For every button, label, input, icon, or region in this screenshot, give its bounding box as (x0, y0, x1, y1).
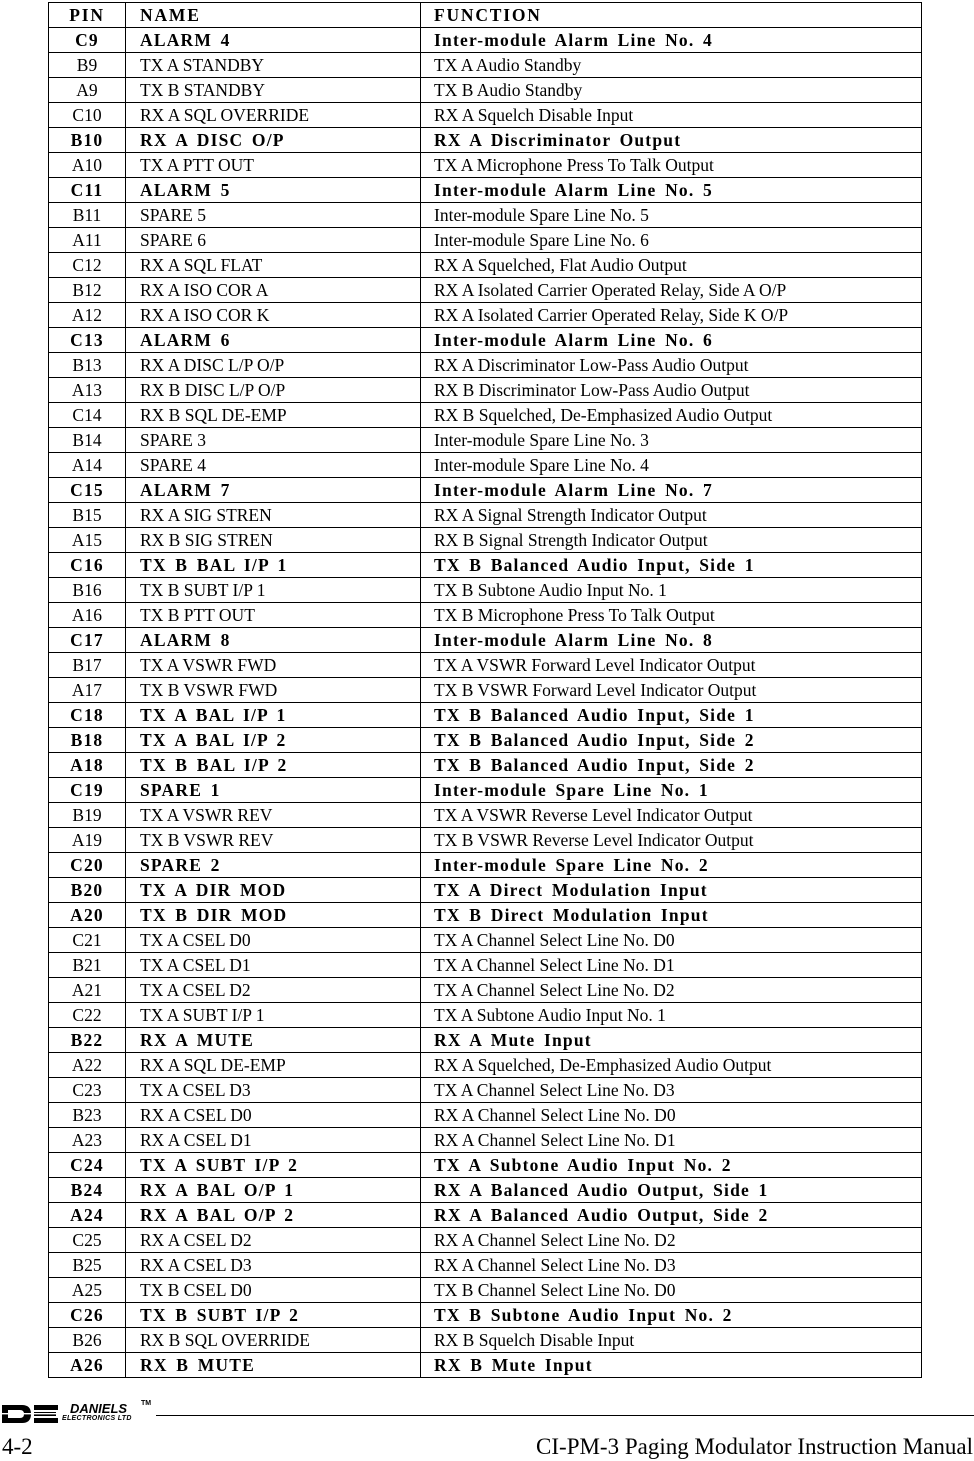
function-cell: TX B Channel Select Line No. D0 (421, 1278, 922, 1303)
table-row (49, 878, 922, 903)
name-cell: RX B DISC L/P O/P (126, 378, 421, 403)
name-cell: TX B SUBT I/P 1 (126, 578, 421, 603)
pin-cell: C19 (49, 778, 126, 803)
name-cell: RX A SQL OVERRIDE (126, 103, 421, 128)
table-row (49, 703, 922, 728)
table-row (49, 778, 922, 803)
name-cell: TX A PTT OUT (126, 153, 421, 178)
function-cell: RX B Discriminator Low-Pass Audio Output (421, 378, 922, 403)
pin-cell: C22 (49, 1003, 126, 1028)
table-row (49, 428, 922, 453)
table-row (49, 928, 922, 953)
table-row (49, 1228, 922, 1253)
function-cell: Inter-module Alarm Line No. 6 (421, 328, 922, 353)
function-cell: TX A Channel Select Line No. D3 (421, 1078, 922, 1103)
table-row (49, 1253, 922, 1278)
function-cell: RX A Channel Select Line No. D0 (421, 1103, 922, 1128)
pin-cell: C11 (49, 178, 126, 203)
table-row (49, 1328, 922, 1353)
pin-cell: C17 (49, 628, 126, 653)
pin-cell: A10 (49, 153, 126, 178)
table-row (49, 303, 922, 328)
name-cell: RX B SQL OVERRIDE (126, 1328, 421, 1353)
pin-cell: B22 (49, 1028, 126, 1053)
table-row (49, 553, 922, 578)
name-cell: TX A CSEL D1 (126, 953, 421, 978)
name-cell: RX A DISC L/P O/P (126, 353, 421, 378)
pin-cell: B21 (49, 953, 126, 978)
header-name: NAME (126, 3, 421, 28)
function-cell: TX A VSWR Reverse Level Indicator Output (421, 803, 922, 828)
name-cell: TX B CSEL D0 (126, 1278, 421, 1303)
page-number: 4-2 (2, 1434, 33, 1459)
pin-cell: C26 (49, 1303, 126, 1328)
function-cell: TX B Audio Standby (421, 78, 922, 103)
function-cell: RX A Channel Select Line No. D2 (421, 1228, 922, 1253)
function-cell: TX A Audio Standby (421, 53, 922, 78)
table-row (49, 478, 922, 503)
pin-cell: B18 (49, 728, 126, 753)
pin-cell: C18 (49, 703, 126, 728)
pin-cell: C20 (49, 853, 126, 878)
table-row (49, 528, 922, 553)
pin-cell: B14 (49, 428, 126, 453)
table-row (49, 503, 922, 528)
name-cell: TX A BAL I/P 1 (126, 703, 421, 728)
trademark-symbol: TM (141, 1400, 152, 1407)
function-cell: RX B Mute Input (421, 1353, 922, 1378)
name-cell: SPARE 5 (126, 203, 421, 228)
pin-cell: C23 (49, 1078, 126, 1103)
name-cell: TX A SUBT I/P 2 (126, 1153, 421, 1178)
function-cell: TX B VSWR Reverse Level Indicator Output (421, 828, 922, 853)
name-cell: ALARM 7 (126, 478, 421, 503)
pin-cell: B26 (49, 1328, 126, 1353)
pin-cell: B12 (49, 278, 126, 303)
table-row (49, 103, 922, 128)
function-cell: TX A Subtone Audio Input No. 1 (421, 1003, 922, 1028)
table-row (49, 78, 922, 103)
function-cell: Inter-module Spare Line No. 5 (421, 203, 922, 228)
pin-cell: A25 (49, 1278, 126, 1303)
table-row (49, 1203, 922, 1228)
pin-cell: B20 (49, 878, 126, 903)
function-cell: RX A Balanced Audio Output, Side 1 (421, 1178, 922, 1203)
name-cell: RX A DISC O/P (126, 128, 421, 153)
pin-cell: C14 (49, 403, 126, 428)
function-cell: TX A VSWR Forward Level Indicator Output (421, 653, 922, 678)
table-row (49, 803, 922, 828)
function-cell: Inter-module Spare Line No. 2 (421, 853, 922, 878)
table-row (49, 1178, 922, 1203)
pin-cell: B25 (49, 1253, 126, 1278)
pin-function-table (48, 2, 922, 1378)
name-cell: RX A BAL O/P 1 (126, 1178, 421, 1203)
function-cell: RX A Squelch Disable Input (421, 103, 922, 128)
name-cell: RX A CSEL D2 (126, 1228, 421, 1253)
pin-cell: A9 (49, 78, 126, 103)
table-row (49, 678, 922, 703)
function-cell: Inter-module Alarm Line No. 8 (421, 628, 922, 653)
name-cell: TX A VSWR REV (126, 803, 421, 828)
table-row (49, 953, 922, 978)
pin-cell: C15 (49, 478, 126, 503)
table-row (49, 1003, 922, 1028)
table-row (49, 1053, 922, 1078)
name-cell: RX A SQL FLAT (126, 253, 421, 278)
function-cell: RX A Isolated Carrier Operated Relay, Side K O/P (421, 303, 922, 328)
pin-cell: C10 (49, 103, 126, 128)
pin-cell: A18 (49, 753, 126, 778)
name-cell: ALARM 6 (126, 328, 421, 353)
pin-cell: A24 (49, 1203, 126, 1228)
pin-cell: B23 (49, 1103, 126, 1128)
table-row (49, 853, 922, 878)
function-cell: TX A Channel Select Line No. D2 (421, 978, 922, 1003)
pin-cell: A23 (49, 1128, 126, 1153)
name-cell: RX B SIG STREN (126, 528, 421, 553)
table-row (49, 353, 922, 378)
pin-cell: C21 (49, 928, 126, 953)
function-cell: RX B Signal Strength Indicator Output (421, 528, 922, 553)
function-cell: TX B VSWR Forward Level Indicator Output (421, 678, 922, 703)
table-row (49, 1303, 922, 1328)
name-cell: RX B SQL DE-EMP (126, 403, 421, 428)
table-row (49, 1103, 922, 1128)
table-row (49, 178, 922, 203)
table-row (49, 828, 922, 853)
table-row (49, 628, 922, 653)
table-row (49, 203, 922, 228)
pin-cell: B10 (49, 128, 126, 153)
function-cell: RX A Discriminator Output (421, 128, 922, 153)
pin-cell: A15 (49, 528, 126, 553)
function-cell: TX B Balanced Audio Input, Side 2 (421, 753, 922, 778)
table-row (49, 603, 922, 628)
name-cell: RX B MUTE (126, 1353, 421, 1378)
pin-cell: A16 (49, 603, 126, 628)
name-cell: SPARE 4 (126, 453, 421, 478)
table-row (49, 403, 922, 428)
function-cell: TX B Direct Modulation Input (421, 903, 922, 928)
table-row (49, 1028, 922, 1053)
function-cell: RX A Squelched, De-Emphasized Audio Output (421, 1053, 922, 1078)
function-cell: RX A Discriminator Low-Pass Audio Output (421, 353, 922, 378)
pin-cell: A22 (49, 1053, 126, 1078)
name-cell: TX B VSWR REV (126, 828, 421, 853)
function-cell: TX B Microphone Press To Talk Output (421, 603, 922, 628)
pin-cell: B13 (49, 353, 126, 378)
name-cell: TX A DIR MOD (126, 878, 421, 903)
footer-divider (156, 1415, 974, 1416)
name-cell: TX A SUBT I/P 1 (126, 1003, 421, 1028)
pin-cell: A13 (49, 378, 126, 403)
table-row (49, 1278, 922, 1303)
function-cell: TX A Channel Select Line No. D1 (421, 953, 922, 978)
name-cell: RX A ISO COR K (126, 303, 421, 328)
pin-table-body (49, 3, 922, 1378)
function-cell: TX B Balanced Audio Input, Side 2 (421, 728, 922, 753)
function-cell: Inter-module Alarm Line No. 7 (421, 478, 922, 503)
name-cell: RX A BAL O/P 2 (126, 1203, 421, 1228)
table-row (49, 278, 922, 303)
name-cell: RX A CSEL D0 (126, 1103, 421, 1128)
table-row (49, 128, 922, 153)
function-cell: RX A Signal Strength Indicator Output (421, 503, 922, 528)
function-cell: TX A Subtone Audio Input No. 2 (421, 1153, 922, 1178)
name-cell: TX A BAL I/P 2 (126, 728, 421, 753)
name-cell: SPARE 6 (126, 228, 421, 253)
pin-cell: A20 (49, 903, 126, 928)
table-row (49, 903, 922, 928)
function-cell: TX B Subtone Audio Input No. 1 (421, 578, 922, 603)
name-cell: TX A CSEL D3 (126, 1078, 421, 1103)
function-cell: Inter-module Spare Line No. 6 (421, 228, 922, 253)
name-cell: TX A CSEL D0 (126, 928, 421, 953)
function-cell: Inter-module Spare Line No. 1 (421, 778, 922, 803)
pin-cell: B17 (49, 653, 126, 678)
function-cell: Inter-module Alarm Line No. 5 (421, 178, 922, 203)
function-cell: RX A Balanced Audio Output, Side 2 (421, 1203, 922, 1228)
name-cell: TX B SUBT I/P 2 (126, 1303, 421, 1328)
table-header-row (49, 3, 922, 28)
pin-cell: B9 (49, 53, 126, 78)
table-row (49, 978, 922, 1003)
table-row (49, 653, 922, 678)
function-cell: RX A Channel Select Line No. D3 (421, 1253, 922, 1278)
name-cell: TX B DIR MOD (126, 903, 421, 928)
function-cell: RX A Isolated Carrier Operated Relay, Side A O/P (421, 278, 922, 303)
function-cell: TX A Direct Modulation Input (421, 878, 922, 903)
function-cell: RX B Squelch Disable Input (421, 1328, 922, 1353)
table-row (49, 1153, 922, 1178)
table-row (49, 753, 922, 778)
function-cell: Inter-module Alarm Line No. 4 (421, 28, 922, 53)
daniels-logo (2, 1402, 156, 1424)
pin-cell: C9 (49, 28, 126, 53)
name-cell: TX B BAL I/P 2 (126, 753, 421, 778)
function-cell: TX B Subtone Audio Input No. 2 (421, 1303, 922, 1328)
table-row (49, 728, 922, 753)
table-row (49, 453, 922, 478)
brand-subtitle: ELECTRONICS LTD (62, 1415, 132, 1422)
pin-cell: A19 (49, 828, 126, 853)
function-cell: RX A Channel Select Line No. D1 (421, 1128, 922, 1153)
pin-cell: C25 (49, 1228, 126, 1253)
name-cell: TX B BAL I/P 1 (126, 553, 421, 578)
name-cell: TX B STANDBY (126, 78, 421, 103)
table-row (49, 578, 922, 603)
function-cell: TX B Balanced Audio Input, Side 1 (421, 553, 922, 578)
table-row (49, 1128, 922, 1153)
name-cell: SPARE 1 (126, 778, 421, 803)
brand-name: DANIELS (70, 1401, 128, 1416)
pin-cell: C24 (49, 1153, 126, 1178)
name-cell: TX A VSWR FWD (126, 653, 421, 678)
table-row (49, 228, 922, 253)
name-cell: RX A ISO COR A (126, 278, 421, 303)
pin-cell: B24 (49, 1178, 126, 1203)
name-cell: TX A CSEL D2 (126, 978, 421, 1003)
table-row (49, 253, 922, 278)
function-cell: RX B Squelched, De-Emphasized Audio Output (421, 403, 922, 428)
pin-cell: A17 (49, 678, 126, 703)
name-cell: RX A CSEL D3 (126, 1253, 421, 1278)
pin-cell: A26 (49, 1353, 126, 1378)
table-row (49, 28, 922, 53)
name-cell: RX A SQL DE-EMP (126, 1053, 421, 1078)
pin-cell: B16 (49, 578, 126, 603)
table-row (49, 378, 922, 403)
name-cell: SPARE 2 (126, 853, 421, 878)
pin-cell: C16 (49, 553, 126, 578)
function-cell: TX A Channel Select Line No. D0 (421, 928, 922, 953)
function-cell: TX A Microphone Press To Talk Output (421, 153, 922, 178)
name-cell: ALARM 5 (126, 178, 421, 203)
daniels-logo-mark-icon (2, 1402, 62, 1424)
table-row (49, 1353, 922, 1378)
function-cell: TX B Balanced Audio Input, Side 1 (421, 703, 922, 728)
pin-cell: A12 (49, 303, 126, 328)
function-cell: Inter-module Spare Line No. 4 (421, 453, 922, 478)
pin-cell: B19 (49, 803, 126, 828)
table-row (49, 328, 922, 353)
pin-cell: A21 (49, 978, 126, 1003)
name-cell: RX A CSEL D1 (126, 1128, 421, 1153)
name-cell: SPARE 3 (126, 428, 421, 453)
pin-cell: B15 (49, 503, 126, 528)
manual-title: CI-PM-3 Paging Modulator Instruction Manual (536, 1434, 973, 1459)
table-row (49, 1078, 922, 1103)
name-cell: RX A SIG STREN (126, 503, 421, 528)
header-function: FUNCTION (421, 3, 922, 28)
name-cell: RX A MUTE (126, 1028, 421, 1053)
function-cell: RX A Squelched, Flat Audio Output (421, 253, 922, 278)
pin-cell: A14 (49, 453, 126, 478)
name-cell: TX A STANDBY (126, 53, 421, 78)
name-cell: ALARM 8 (126, 628, 421, 653)
table-row (49, 153, 922, 178)
header-pin: PIN (49, 3, 126, 28)
pin-cell: B11 (49, 203, 126, 228)
pin-cell: C13 (49, 328, 126, 353)
name-cell: ALARM 4 (126, 28, 421, 53)
function-cell: RX A Mute Input (421, 1028, 922, 1053)
pin-cell: A11 (49, 228, 126, 253)
pin-cell: C12 (49, 253, 126, 278)
name-cell: TX B VSWR FWD (126, 678, 421, 703)
table-row (49, 53, 922, 78)
function-cell: Inter-module Spare Line No. 3 (421, 428, 922, 453)
name-cell: TX B PTT OUT (126, 603, 421, 628)
